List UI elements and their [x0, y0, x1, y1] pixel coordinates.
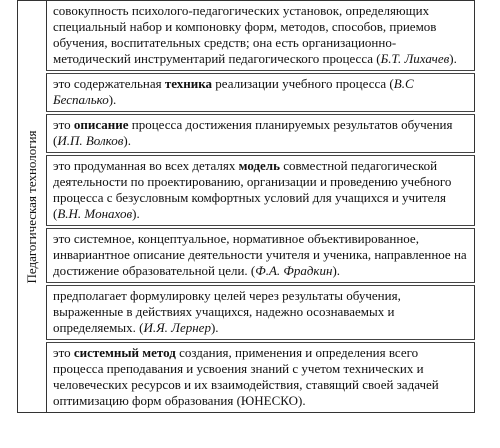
definition-text: совместной педагогической деятельности по проектированию, организации и проведению учебного процесса с безусловным комфортных условий для учащихся и учителя (	[53, 158, 452, 221]
definition-keyword: системный метод	[73, 345, 176, 360]
definition-author: В.С Беспалько	[53, 76, 414, 107]
definition-text: создания, применения и определения всего процесса преподавания и усвоения знаний с учетом технических и человеческих ресурсов и их взаимодействия, ставящий своей задачей оптимизацию форм образования (ЮНЕСКО).	[53, 345, 439, 408]
definition-tail: ).	[108, 92, 117, 107]
definition-tail: ).	[449, 51, 457, 66]
table-row	[18, 284, 475, 341]
definition-text: это	[53, 345, 74, 360]
definition-keyword: техника	[164, 76, 213, 91]
definition-author: Б.Т. Лихачев	[380, 51, 450, 66]
definition-cell	[47, 154, 475, 227]
definitions-table	[17, 0, 475, 413]
definition-text: совокупность психолого-педагогических установок, определяющих специальный набор и компоновку форм, методов, способов, приемов обучения, воспитательных средств; она есть организационно-методический инструментарий педагогического процесса (	[53, 3, 437, 66]
side-label-cell	[18, 1, 47, 413]
table-row	[18, 154, 475, 227]
definition-tail: ).	[210, 320, 219, 335]
definition-text: процесса достижения планируемых результатов обучения (	[53, 117, 453, 148]
definition-author: Ф.А. Фрадкин	[255, 263, 333, 278]
definition-cell	[47, 227, 475, 284]
definition-cell	[47, 341, 475, 413]
definition-cell	[47, 284, 475, 341]
definition-tail: ).	[123, 133, 131, 148]
definition-text: реализации учебного процесса (	[212, 76, 394, 91]
definition-text: это	[53, 117, 74, 132]
table-row	[18, 1, 475, 73]
definition-cell	[47, 72, 475, 113]
table-row	[18, 72, 475, 113]
definition-author: В.Н. Монахов	[57, 206, 133, 221]
definition-author: И.П. Волков	[57, 133, 124, 148]
definition-cell	[47, 113, 475, 154]
definition-text: предполагает формулировку целей через результаты обучения, выраженные в действиях учащихся, надежно осознаваемых и определяемых. (	[53, 288, 401, 335]
definition-tail: ).	[332, 263, 341, 278]
definition-text: это продуманная во всех деталях	[53, 158, 239, 173]
definition-author: И.Я. Лернер	[143, 320, 211, 335]
definition-text: это содержательная	[53, 76, 165, 91]
table-row	[18, 227, 475, 284]
table-row	[18, 113, 475, 154]
table-row	[18, 341, 475, 413]
definition-keyword: описание	[73, 117, 129, 132]
definition-keyword: модель	[238, 158, 280, 173]
definition-tail: ).	[132, 206, 140, 221]
definition-text: это системное, концептуальное, нормативное объективированное, инвариантное описание деятельности учителя и ученика, направленное на достижение образовательной цели. (	[53, 231, 467, 278]
definition-cell	[47, 1, 475, 73]
side-label: Педагогическая технология	[24, 129, 39, 284]
